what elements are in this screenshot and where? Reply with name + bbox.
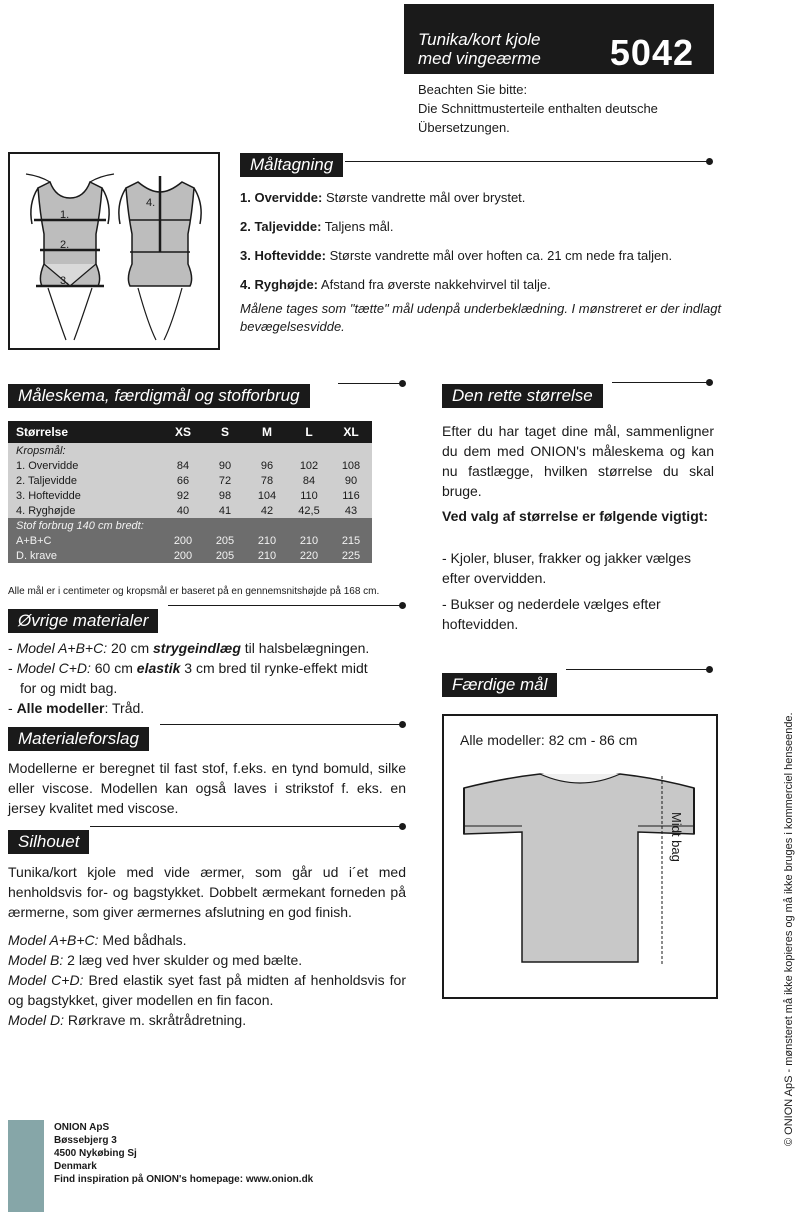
den-rette-text: Efter du har taget dine mål, sammenligner du dem med ONION's måleskema og kan nu fastlægge, hvilken størrelse du skal bruge. [442,423,714,499]
footer-web: Find inspiration på ONION's homepage: www.onion.dk [54,1174,314,1185]
section-rule [612,382,708,383]
measurement-list [240,190,730,336]
measurement-figure [8,152,220,350]
german-note-line2: Die Schnittmusterteile enthalten deutsche [418,101,658,116]
copyright-side-text: © ONION ApS - mønsteret må ikke kopieres og må ikke bruges i kommerciel henseende. [783,712,795,1146]
figure-label-3: 3. [60,275,70,287]
list-item: Model A+B+C: Med bådhals. [8,932,187,948]
den-rette-bullet2: - Bukser og nederdele vælges efter hoftevidden. [442,596,661,632]
den-rette-bullet1: - Kjoler, bluser, frakker og jakker vælges efter overvidden. [442,550,691,586]
maaleskema-title: Måleskema, færdigmål og stofforbrug [8,384,310,408]
section-rule [566,669,708,670]
col-header: M [246,421,288,443]
model-list [8,930,406,1030]
german-note-line1: Beachten Sie bitte: [418,82,528,97]
section-rule [160,724,402,725]
table-row: 2. Taljevidde 66 72 78 84 90 [8,473,372,488]
ovrige-list [8,638,408,718]
figure-label-1: 1. [60,209,70,221]
list-item-cont: for og midt bag. [20,680,118,696]
bodysuit-illustration [10,154,218,348]
section-rule [90,826,402,827]
list-item: 3. Hoftevidde: Største vandrette mål over hoften ca. 21 cm nede fra taljen. [240,248,673,263]
den-rette-heading: Ved valg af størrelse er følgende vigtigt: [442,508,709,524]
finished-caption: Alle modeller: 82 cm - 86 cm [460,732,638,748]
materialeforslag-title: Materialeforslag [8,727,149,751]
faerdige-title: Færdige mål [442,673,557,697]
footer-address [54,1121,313,1186]
figure-label-4: 4. [146,197,156,209]
table-note: Alle mål er i centimeter og kropsmål er baseret på en gennemsnitshøjde på 168 cm. [8,586,380,597]
pattern-title-line1: Tunika/kort kjole [418,30,541,49]
table-row: 1. Overvidde 84 90 96 102 108 [8,458,372,473]
section-rule [345,161,709,162]
list-item: 1. Overvidde: Største vandrette mål over brystet. [240,190,526,205]
col-header: S [204,421,246,443]
size-table [8,421,372,563]
rule-dot [706,158,713,165]
table-row: 4. Ryghøjde 40 41 42 42,5 43 [8,503,372,518]
pattern-number: 5042 [609,32,694,73]
footer-street: Bøssebjerg 3 [54,1135,117,1146]
col-header: XS [162,421,204,443]
footer-color-block [8,1120,44,1212]
tunic-illustration [444,716,716,997]
rule-dot [706,379,713,386]
finished-measure-figure [442,714,718,999]
list-item: - Alle modeller: Tråd. [8,700,145,716]
figure-label-2: 2. [60,239,70,251]
col-header: Størrelse [8,421,162,443]
list-item: Model D: Rørkrave m. skråtrådretning. [8,1012,247,1028]
table-row: D. krave 200 205 210 220 225 [8,548,372,563]
col-header: XL [330,421,372,443]
rule-dot [399,721,406,728]
list-item: 4. Ryghøjde: Afstand fra øverste nakkehvirvel til talje. [240,277,551,292]
table-header-row [8,421,372,443]
pattern-header [404,4,714,74]
list-item: Model C+D: Bred elastik syet fast på midten af henholdsvis for og bagstykket, giver modellen en fin facon. [8,972,407,1008]
table-row: A+B+C 200 205 210 210 215 [8,533,372,548]
rule-dot [706,666,713,673]
footer-company: ONION ApS [54,1122,110,1133]
materialeforslag-text: Modellerne er beregnet til fast stof, f.eks. en tynd bomuld, silke eller viscose. Modellen kan også laves i strikstof f. eks. en jersey kvalitet med viscose. [8,760,406,816]
list-item: Model B: 2 læg ved hver skulder og med bælte. [8,952,303,968]
silhouet-text: Tunika/kort kjole med vide ærmer, som går ud i´et med henholdsvis for- og bagstykket. Dobbelt ærmekant forneden på ærmerne, som giver ærmernes afslutning en god finish. [8,864,406,920]
table-row: 3. Hoftevidde 92 98 104 110 116 [8,488,372,503]
list-item: - Model C+D: 60 cm elastik 3 cm bred til rynke-effekt midt [8,660,368,676]
table-section-row: Stof forbrug 140 cm bredt: [8,518,372,533]
maaltagning-title: Måltagning [240,153,343,177]
rule-dot [399,380,406,387]
ovrige-title: Øvrige materialer [8,609,158,633]
measurement-note: Målene tages som "tætte" mål udenpå underbeklædning. I mønstreret er der indlagt bevægelsesvidde. [240,301,722,334]
list-item: 2. Taljevidde: Taljens mål. [240,219,394,234]
footer-city: 4500 Nykøbing Sj [54,1148,137,1159]
german-note [418,80,658,137]
german-note-line3: Übersetzungen. [418,120,510,135]
den-rette-title: Den rette størrelse [442,384,603,408]
rule-dot [399,823,406,830]
midt-bag-label: Midt bag [669,812,684,862]
footer-country: Denmark [54,1161,97,1172]
table-section-row: Kropsmål: [8,443,372,458]
rule-dot [399,602,406,609]
section-rule [338,383,402,384]
section-rule [168,605,402,606]
list-item: - Model A+B+C: 20 cm strygeindlæg til halsbelægningen. [8,640,370,656]
col-header: L [288,421,330,443]
silhouet-title: Silhouet [8,830,89,854]
pattern-title-line2: med vingeærme [418,49,541,68]
